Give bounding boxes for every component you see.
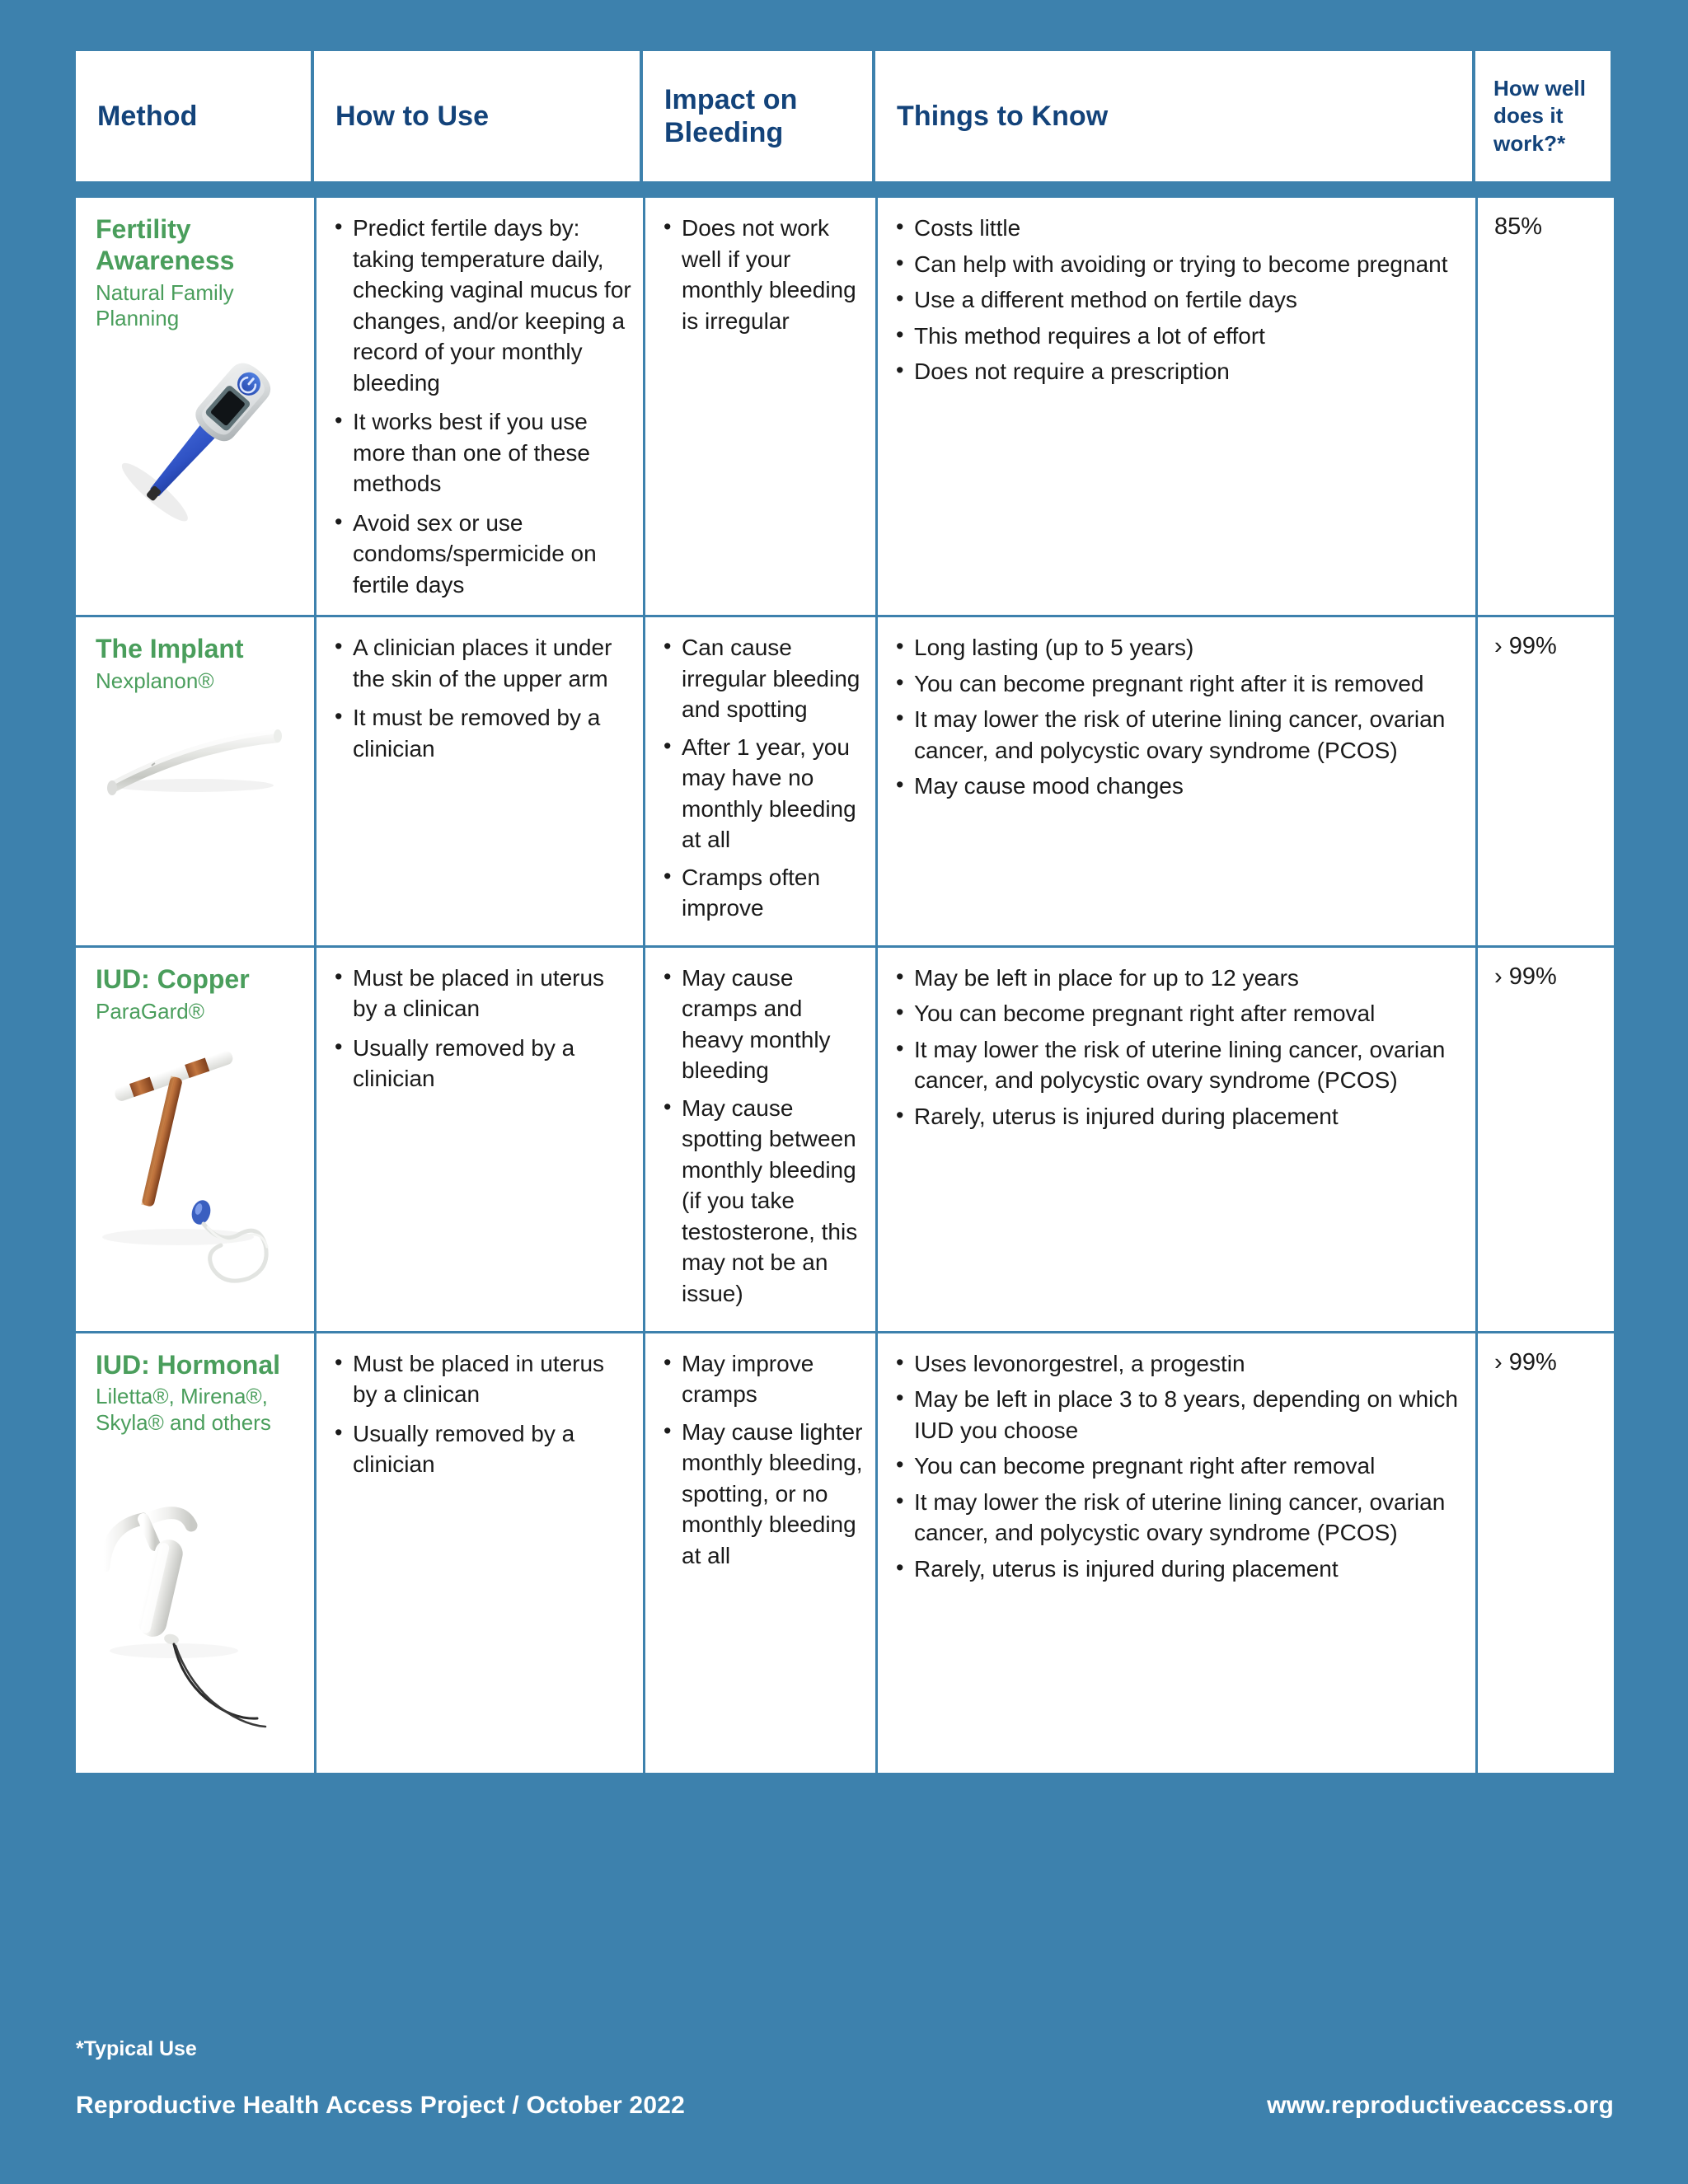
list-item: • Long lasting (up to 5 years) (896, 632, 1464, 663)
effectiveness-value: 85% (1494, 213, 1543, 240)
list-item: • You can become pregnant right after it is removed (896, 668, 1464, 700)
list-item: • May be left in place 3 to 8 years, depending on which IUD you choose (896, 1384, 1464, 1446)
list-item: • Predict fertile days by: taking temperature daily, checking vaginal mucus for changes, and/or keeping a record of your monthly bleeding (335, 213, 631, 398)
list-item: • Can cause irregular bleeding and spotting (663, 632, 864, 725)
effectiveness-cell (1475, 617, 1614, 945)
column-header-impact-on-bleeding-label: Impact on Bleeding (664, 83, 798, 148)
footer-website[interactable]: www.reproductiveaccess.org (1267, 2092, 1614, 2119)
method-brand: ParaGard® (96, 998, 204, 1024)
list-item: • Cramps often improve (663, 862, 864, 924)
impact-on-bleeding-cell (643, 198, 875, 615)
things-to-know-list (896, 963, 1464, 1132)
method-name: Fertility Awareness (96, 214, 235, 275)
column-header-method-label: Method (97, 100, 198, 132)
effectiveness-cell (1475, 1333, 1614, 1773)
column-header-method (76, 51, 311, 181)
table-row (76, 198, 1614, 615)
impact-on-bleeding-list (663, 1348, 864, 1572)
list-item: • It may lower the risk of uterine lining cancer, ovarian cancer, and polycystic ovary syndrome (PCOS) (896, 1034, 1464, 1096)
list-item: • Rarely, uterus is injured during placement (896, 1101, 1464, 1132)
list-item: • It may lower the risk of uterine lining cancer, ovarian cancer, and polycystic ovary syndrome (PCOS) (896, 704, 1464, 766)
how-to-use-list (335, 632, 631, 764)
method-brand: Nexplanon® (96, 668, 214, 693)
effectiveness-value: › 99% (1494, 1348, 1557, 1376)
impact-on-bleeding-list (663, 213, 864, 336)
method-name: IUD: Hormonal (96, 1349, 280, 1380)
things-to-know-list (896, 632, 1464, 802)
effectiveness-cell (1475, 948, 1614, 1331)
list-item: • It must be removed by a clinician (335, 702, 631, 764)
things-to-know-list (896, 213, 1464, 387)
list-item: • Must be placed in uterus by a clinican (335, 1348, 631, 1410)
method-cell (76, 617, 314, 945)
copper-iud-icon (96, 1039, 302, 1286)
list-item: • Can help with avoiding or trying to become pregnant (896, 249, 1464, 280)
list-item: • It works best if you use more than one of these methods (335, 406, 631, 499)
method-cell (76, 948, 314, 1331)
how-to-use-list (335, 1348, 631, 1480)
how-to-use-cell (314, 948, 643, 1331)
impact-on-bleeding-cell (643, 948, 875, 1331)
impact-on-bleeding-cell (643, 617, 875, 945)
list-item: • A clinician places it under the skin of the upper arm (335, 632, 631, 694)
footer (76, 2092, 1614, 2120)
footer-organization: Reproductive Health Access Project / October 2022 (76, 2092, 685, 2119)
how-to-use-cell (314, 198, 643, 615)
list-item: • You can become pregnant right after removal (896, 998, 1464, 1029)
table-body (76, 198, 1614, 1773)
how-to-use-cell (314, 617, 643, 945)
impact-on-bleeding-list (663, 632, 864, 924)
how-to-use-list (335, 963, 631, 1094)
table-header-row (76, 51, 1614, 181)
list-item: • Does not require a prescription (896, 356, 1464, 387)
method-brand: Liletta®, Mirena®, Skyla® and others (96, 1384, 271, 1435)
things-to-know-cell (875, 948, 1475, 1331)
effectiveness-value: › 99% (1494, 633, 1557, 660)
table-row (76, 945, 1614, 1331)
thermometer-icon (96, 347, 302, 537)
list-item: • May cause mood changes (896, 771, 1464, 802)
list-item: • Does not work well if your monthly bleeding is irregular (663, 213, 864, 336)
table-row (76, 1331, 1614, 1773)
impact-on-bleeding-cell (643, 1333, 875, 1773)
things-to-know-cell (875, 198, 1475, 615)
implant-rod-icon (96, 710, 302, 833)
list-item: • Uses levonorgestrel, a progestin (896, 1348, 1464, 1380)
list-item: • May cause lighter monthly bleeding, spotting, or no monthly bleeding at all (663, 1417, 864, 1572)
column-header-impact-on-bleeding (643, 51, 872, 181)
list-item: • May be left in place for up to 12 years (896, 963, 1464, 994)
list-item: • Must be placed in uterus by a clinican (335, 963, 631, 1024)
method-name: The Implant (96, 634, 244, 664)
how-to-use-cell (314, 1333, 643, 1773)
method-brand: Natural Family Planning (96, 279, 234, 331)
column-header-things-to-know (875, 51, 1472, 181)
things-to-know-list (896, 1348, 1464, 1585)
list-item: • This method requires a lot of effort (896, 321, 1464, 352)
column-header-effectiveness (1475, 51, 1611, 181)
table-row (76, 615, 1614, 945)
hormonal-iud-icon (96, 1486, 302, 1758)
list-item: • Usually removed by a clinician (335, 1033, 631, 1094)
list-item: • You can become pregnant right after removal (896, 1451, 1464, 1482)
list-item: • May cause spotting between monthly bleeding (if you take testosterone, this may not be an issue) (663, 1093, 864, 1310)
effectiveness-cell (1475, 198, 1614, 615)
list-item: • Costs little (896, 213, 1464, 244)
column-header-effectiveness-label: How well does it work?* (1493, 76, 1587, 156)
list-item: • It may lower the risk of uterine lining cancer, ovarian cancer, and polycystic ovary syndrome (PCOS) (896, 1487, 1464, 1549)
effectiveness-value: › 99% (1494, 963, 1557, 990)
column-header-how-to-use (314, 51, 640, 181)
list-item: • Usually removed by a clinician (335, 1418, 631, 1480)
column-header-how-to-use-label: How to Use (335, 100, 490, 132)
column-header-things-to-know-label: Things to Know (897, 100, 1109, 132)
list-item: • Use a different method on fertile days (896, 284, 1464, 316)
list-item: • May cause cramps and heavy monthly bleeding (663, 963, 864, 1086)
method-cell (76, 198, 314, 615)
impact-on-bleeding-list (663, 963, 864, 1310)
how-to-use-list (335, 213, 631, 600)
things-to-know-cell (875, 1333, 1475, 1773)
list-item: • After 1 year, you may have no monthly bleeding at all (663, 732, 864, 855)
list-item: • May improve cramps (663, 1348, 864, 1410)
list-item: • Avoid sex or use condoms/spermicide on fertile days (335, 508, 631, 601)
things-to-know-cell (875, 617, 1475, 945)
list-item: • Rarely, uterus is injured during placement (896, 1554, 1464, 1585)
method-cell (76, 1333, 314, 1773)
method-name: IUD: Copper (96, 963, 250, 994)
footnote-typical-use: *Typical Use (76, 2037, 197, 2060)
